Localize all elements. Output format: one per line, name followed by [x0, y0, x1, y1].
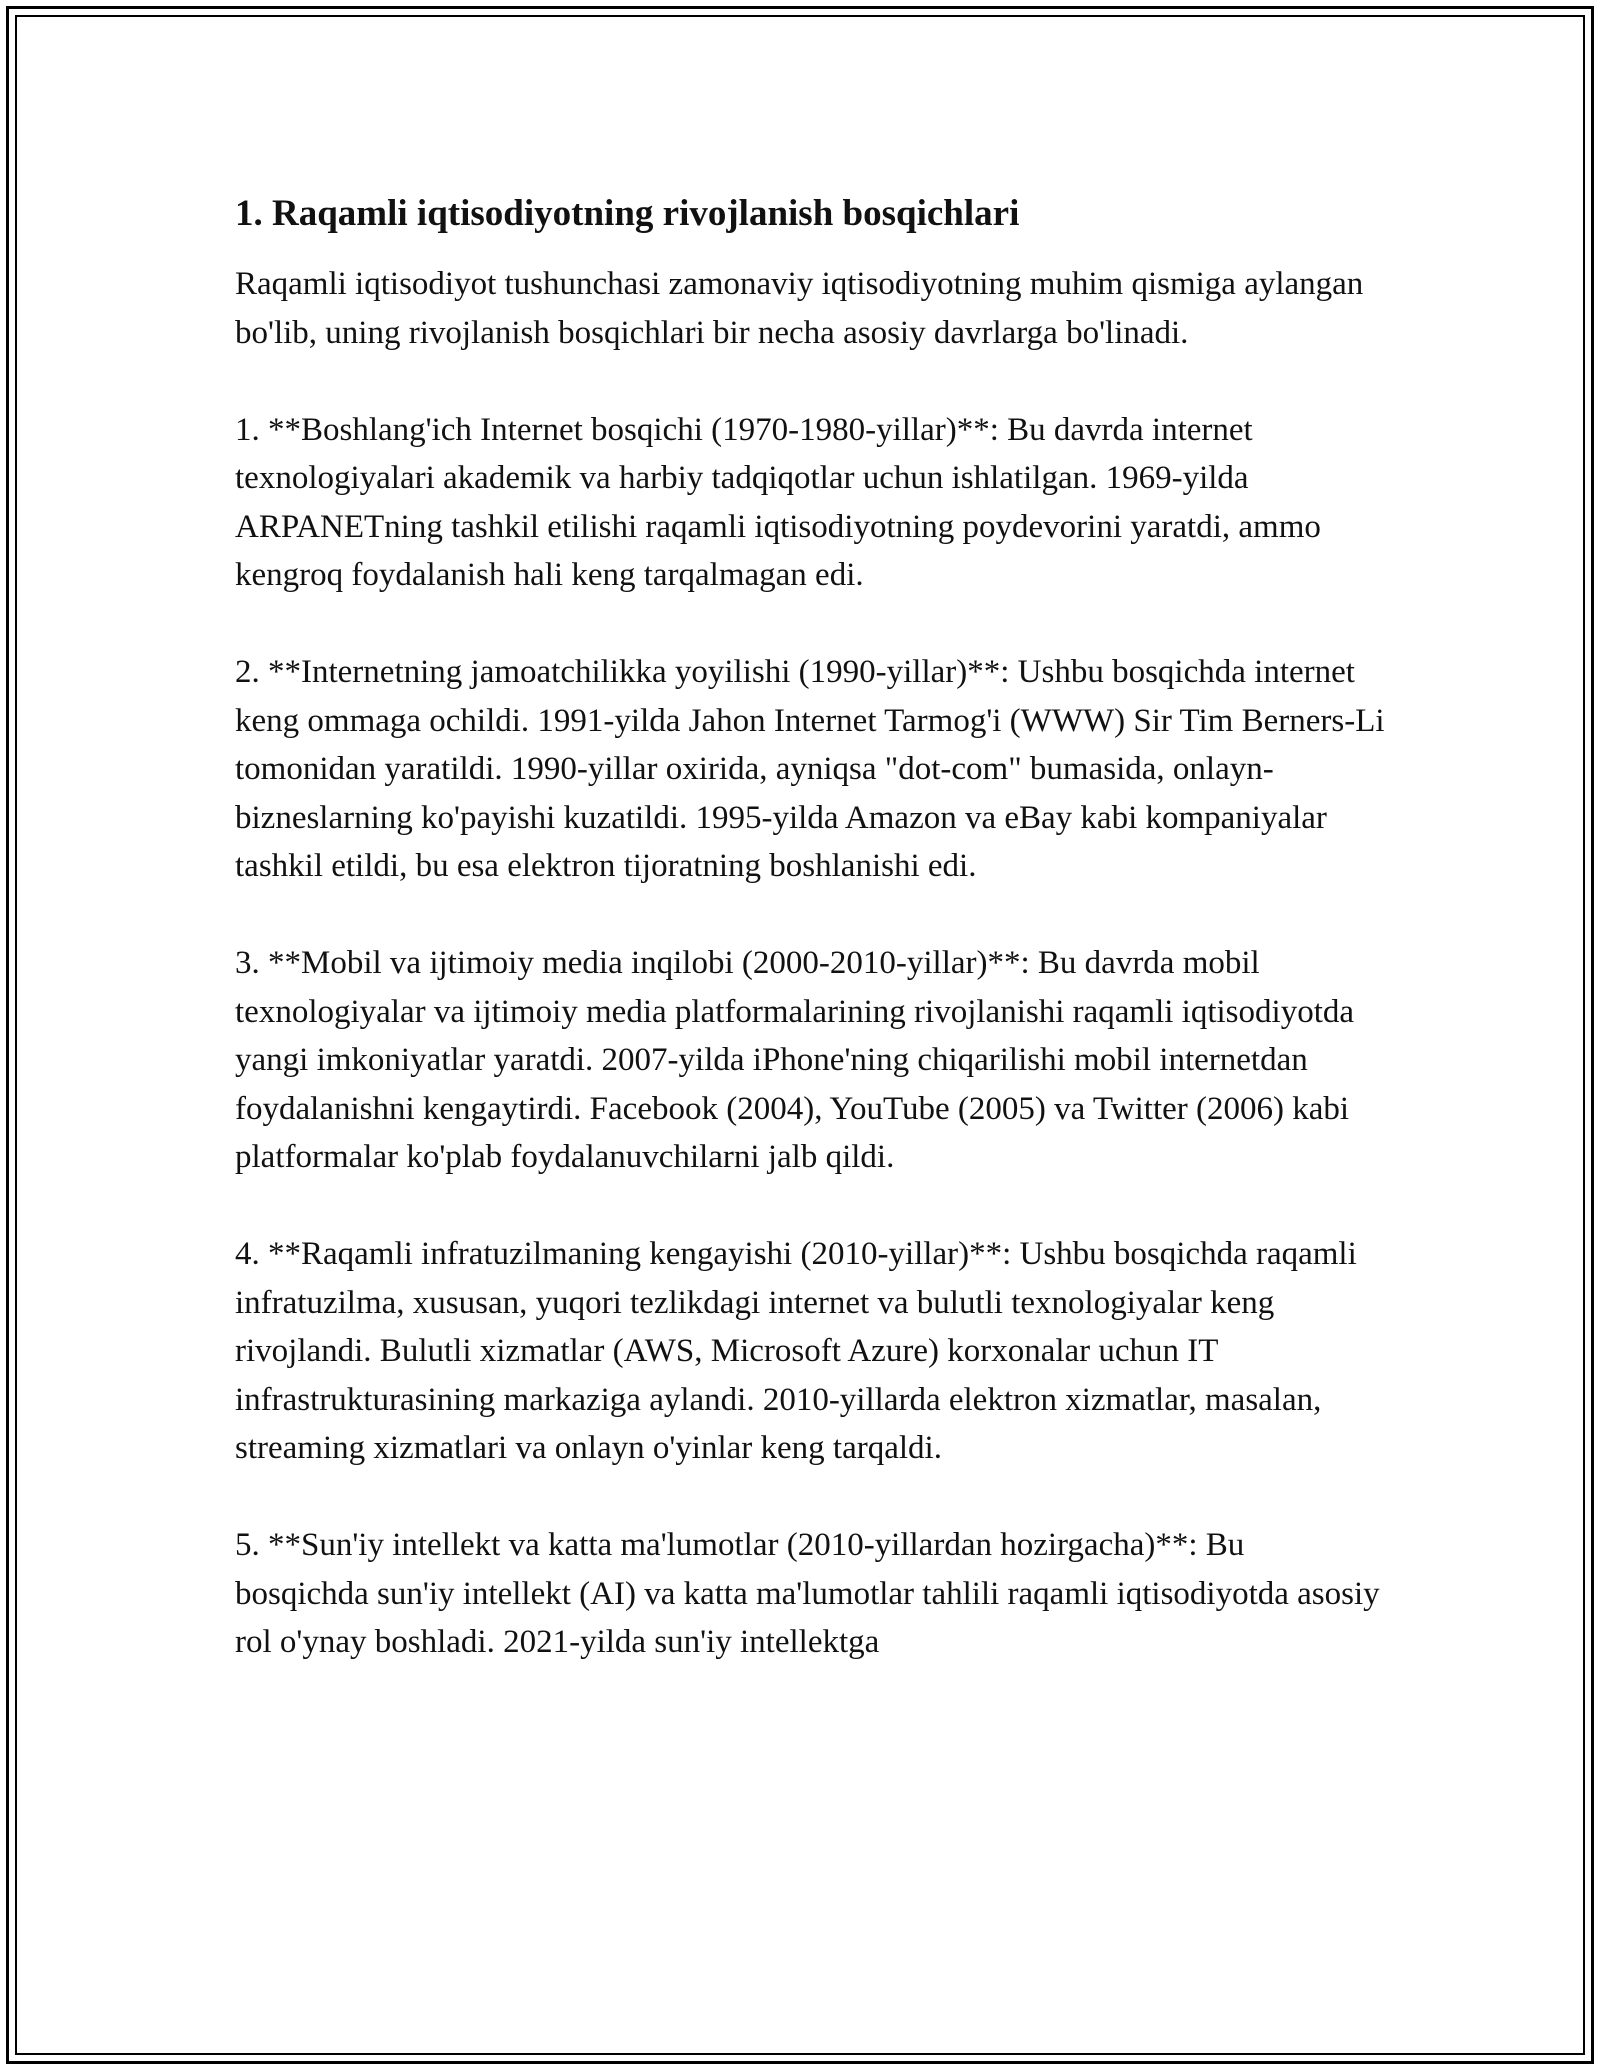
stage-2-paragraph: 2. **Internetning jamoatchilikka yoyilishi (1990-yillar)**: Ushbu bosqichda internet keng ommaga ochildi. 1991-yilda Jahon Internet Tarmog'i (WWW) Sir Tim Berners-Li tomonidan yaratildi. 1990-yillar oxirida, ayniqsa "dot-com" bumasida, onlayn-bizneslarning ko'payishi kuzatildi. 1995-yilda Amazon va eBay kabi kompaniyalar tashkil etildi, bu esa elektron tijoratning boshlanishi edi.: [235, 654, 1385, 884]
stage-4-paragraph: 4. **Raqamli infratuzilmaning kengayishi (2010-yillar)**: Ushbu bosqichda raqamli infratuzilma, xususan, yuqori tezlikdagi internet va bulutli texnologiyalar keng rivojlandi. Bulutli xizmatlar (AWS, Microsoft Azure) korxonalar uchun IT infrastrukturasining markaziga aylandi. 2010-yillarda elektron xizmatlar, masalan, streaming xizmatlari va onlayn o'yinlar keng tarqaldi.: [235, 1236, 1357, 1466]
document-title: 1. Raqamli iqtisodiyotning rivojlanish bosqichlari: [235, 193, 1020, 234]
document-body: [235, 190, 1385, 1715]
stage-1-paragraph: 1. **Boshlang'ich Internet bosqichi (1970-1980-yillar)**: Bu davrda internet texnologiyalari akademik va harbiy tadqiqotlar uchun ishlatilgan. 1969-yilda ARPANETning tashkil etilishi raqamli iqtisodiyotning poydevorini yaratdi, ammo kengroq foydalanish hali keng tarqalmagan edi.: [235, 411, 1321, 593]
intro-paragraph: Raqamli iqtisodiyot tushunchasi zamonaviy iqtisodiyotning muhim qismiga aylangan bo'lib, uning rivojlanish bosqichlari bir necha asosiy davrlarga bo'linadi.: [235, 266, 1364, 351]
stage-3-paragraph: 3. **Mobil va ijtimoiy media inqilobi (2000-2010-yillar)**: Bu davrda mobil texnologiyalar va ijtimoiy media platformalarining rivojlanishi raqamli iqtisodiyotda yangi imkoniyatlar yaratdi. 2007-yilda iPhone'ning chiqarilishi mobil internetdan foydalanishni kengaytirdi. Facebook (2004), YouTube (2005) va Twitter (2006) kabi platformalar ko'plab foydalanuvchilarni jalb qildi.: [235, 945, 1355, 1175]
stage-5-paragraph: 5. **Sun'iy intellekt va katta ma'lumotlar (2010-yillardan hozirgacha)**: Bu bosqichda sun'iy intellekt (AI) va katta ma'lumotlar tahlili raqamli iqtisodiyotda asosiy rol o'ynay boshladi. 2021-yilda sun'iy intellektga: [235, 1527, 1380, 1660]
